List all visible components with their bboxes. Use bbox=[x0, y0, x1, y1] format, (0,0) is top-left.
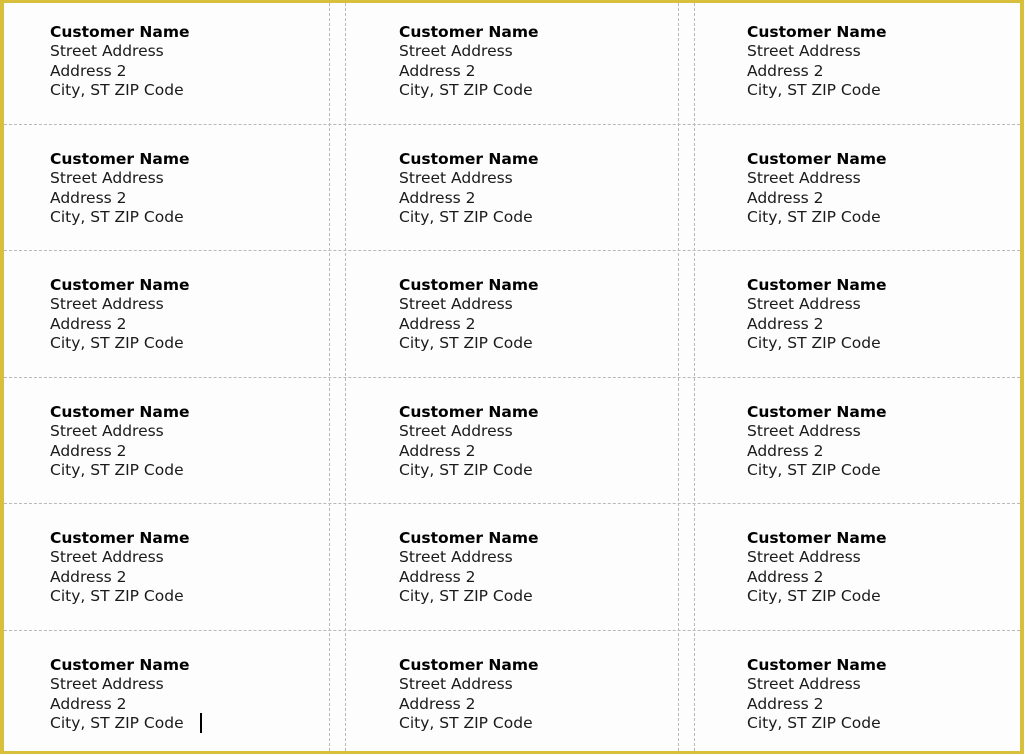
street-address[interactable]: Street Address bbox=[399, 42, 513, 61]
city-state-zip[interactable]: City, ST ZIP Code bbox=[747, 81, 881, 100]
address-label[interactable] bbox=[399, 529, 539, 607]
column-divider bbox=[345, 3, 346, 751]
street-address[interactable]: Street Address bbox=[747, 295, 861, 314]
address-label[interactable] bbox=[399, 403, 539, 481]
address-line-2[interactable]: Address 2 bbox=[747, 61, 824, 80]
street-address[interactable]: Street Address bbox=[399, 675, 513, 694]
address-line-2[interactable]: Address 2 bbox=[50, 314, 127, 333]
address-label[interactable] bbox=[50, 529, 190, 607]
address-line-2[interactable]: Address 2 bbox=[399, 188, 476, 207]
city-state-zip[interactable]: City, ST ZIP Code bbox=[399, 81, 533, 100]
column-divider bbox=[678, 3, 679, 751]
address-line-2[interactable]: Address 2 bbox=[50, 441, 127, 460]
street-address[interactable]: Street Address bbox=[399, 422, 513, 441]
column-divider bbox=[694, 3, 695, 751]
city-state-zip[interactable]: City, ST ZIP Code bbox=[50, 81, 184, 100]
address-label[interactable] bbox=[747, 150, 887, 228]
city-state-zip[interactable]: City, ST ZIP Code bbox=[50, 461, 184, 480]
address-line-2[interactable]: Address 2 bbox=[399, 441, 476, 460]
city-state-zip[interactable]: City, ST ZIP Code bbox=[747, 587, 881, 606]
city-state-zip[interactable]: City, ST ZIP Code bbox=[747, 334, 881, 353]
customer-name[interactable]: Customer Name bbox=[50, 150, 190, 168]
customer-name[interactable]: Customer Name bbox=[50, 656, 190, 674]
street-address[interactable]: Street Address bbox=[399, 295, 513, 314]
customer-name[interactable]: Customer Name bbox=[747, 529, 887, 547]
address-label[interactable] bbox=[50, 276, 190, 354]
address-label[interactable] bbox=[399, 656, 539, 734]
customer-name[interactable]: Customer Name bbox=[747, 276, 887, 294]
address-label[interactable] bbox=[50, 150, 190, 228]
city-state-zip[interactable]: City, ST ZIP Code bbox=[50, 334, 184, 353]
address-line-2[interactable]: Address 2 bbox=[399, 61, 476, 80]
address-label[interactable] bbox=[399, 23, 539, 101]
address-line-2[interactable]: Address 2 bbox=[50, 567, 127, 586]
city-state-zip[interactable]: City, ST ZIP Code bbox=[399, 714, 533, 733]
address-line-2[interactable]: Address 2 bbox=[399, 567, 476, 586]
city-state-zip[interactable]: City, ST ZIP Code bbox=[399, 587, 533, 606]
address-label[interactable] bbox=[399, 276, 539, 354]
customer-name[interactable]: Customer Name bbox=[399, 403, 539, 421]
address-label[interactable] bbox=[747, 276, 887, 354]
city-state-zip[interactable]: City, ST ZIP Code bbox=[50, 208, 184, 227]
street-address[interactable]: Street Address bbox=[747, 422, 861, 441]
address-line-2[interactable]: Address 2 bbox=[747, 188, 824, 207]
text-cursor bbox=[200, 713, 202, 733]
street-address[interactable]: Street Address bbox=[399, 169, 513, 188]
address-line-2[interactable]: Address 2 bbox=[50, 188, 127, 207]
address-label[interactable] bbox=[50, 656, 190, 734]
address-line-2[interactable]: Address 2 bbox=[50, 694, 127, 713]
customer-name[interactable]: Customer Name bbox=[399, 276, 539, 294]
address-line-2[interactable]: Address 2 bbox=[50, 61, 127, 80]
row-divider bbox=[4, 377, 1020, 378]
address-line-2[interactable]: Address 2 bbox=[747, 314, 824, 333]
address-label[interactable] bbox=[50, 23, 190, 101]
city-state-zip[interactable]: City, ST ZIP Code bbox=[399, 461, 533, 480]
street-address[interactable]: Street Address bbox=[50, 422, 164, 441]
customer-name[interactable]: Customer Name bbox=[747, 23, 887, 41]
address-label[interactable] bbox=[50, 403, 190, 481]
street-address[interactable]: Street Address bbox=[50, 548, 164, 567]
street-address[interactable]: Street Address bbox=[50, 42, 164, 61]
address-line-2[interactable]: Address 2 bbox=[747, 567, 824, 586]
city-state-zip[interactable]: City, ST ZIP Code bbox=[50, 587, 184, 606]
customer-name[interactable]: Customer Name bbox=[399, 656, 539, 674]
city-state-zip[interactable]: City, ST ZIP Code bbox=[50, 714, 184, 733]
customer-name[interactable]: Customer Name bbox=[50, 276, 190, 294]
street-address[interactable]: Street Address bbox=[399, 548, 513, 567]
city-state-zip[interactable]: City, ST ZIP Code bbox=[747, 208, 881, 227]
city-state-zip[interactable]: City, ST ZIP Code bbox=[399, 334, 533, 353]
street-address[interactable]: Street Address bbox=[50, 675, 164, 694]
address-label[interactable] bbox=[399, 150, 539, 228]
customer-name[interactable]: Customer Name bbox=[747, 656, 887, 674]
column-divider bbox=[329, 3, 330, 751]
street-address[interactable]: Street Address bbox=[50, 295, 164, 314]
row-divider bbox=[4, 630, 1020, 631]
customer-name[interactable]: Customer Name bbox=[747, 150, 887, 168]
street-address[interactable]: Street Address bbox=[747, 675, 861, 694]
street-address[interactable]: Street Address bbox=[50, 169, 164, 188]
customer-name[interactable]: Customer Name bbox=[399, 150, 539, 168]
city-state-zip[interactable]: City, ST ZIP Code bbox=[747, 714, 881, 733]
row-divider bbox=[4, 503, 1020, 504]
street-address[interactable]: Street Address bbox=[747, 42, 861, 61]
address-label[interactable] bbox=[747, 529, 887, 607]
city-state-zip[interactable]: City, ST ZIP Code bbox=[399, 208, 533, 227]
address-line-2[interactable]: Address 2 bbox=[399, 314, 476, 333]
customer-name[interactable]: Customer Name bbox=[50, 23, 190, 41]
customer-name[interactable]: Customer Name bbox=[399, 23, 539, 41]
customer-name[interactable]: Customer Name bbox=[50, 403, 190, 421]
address-line-2[interactable]: Address 2 bbox=[747, 441, 824, 460]
city-state-zip[interactable]: City, ST ZIP Code bbox=[747, 461, 881, 480]
row-divider bbox=[4, 250, 1020, 251]
row-divider bbox=[4, 124, 1020, 125]
address-label[interactable] bbox=[747, 656, 887, 734]
customer-name[interactable]: Customer Name bbox=[50, 529, 190, 547]
street-address[interactable]: Street Address bbox=[747, 169, 861, 188]
address-label[interactable] bbox=[747, 403, 887, 481]
street-address[interactable]: Street Address bbox=[747, 548, 861, 567]
customer-name[interactable]: Customer Name bbox=[399, 529, 539, 547]
address-label[interactable] bbox=[747, 23, 887, 101]
address-line-2[interactable]: Address 2 bbox=[747, 694, 824, 713]
address-line-2[interactable]: Address 2 bbox=[399, 694, 476, 713]
customer-name[interactable]: Customer Name bbox=[747, 403, 887, 421]
